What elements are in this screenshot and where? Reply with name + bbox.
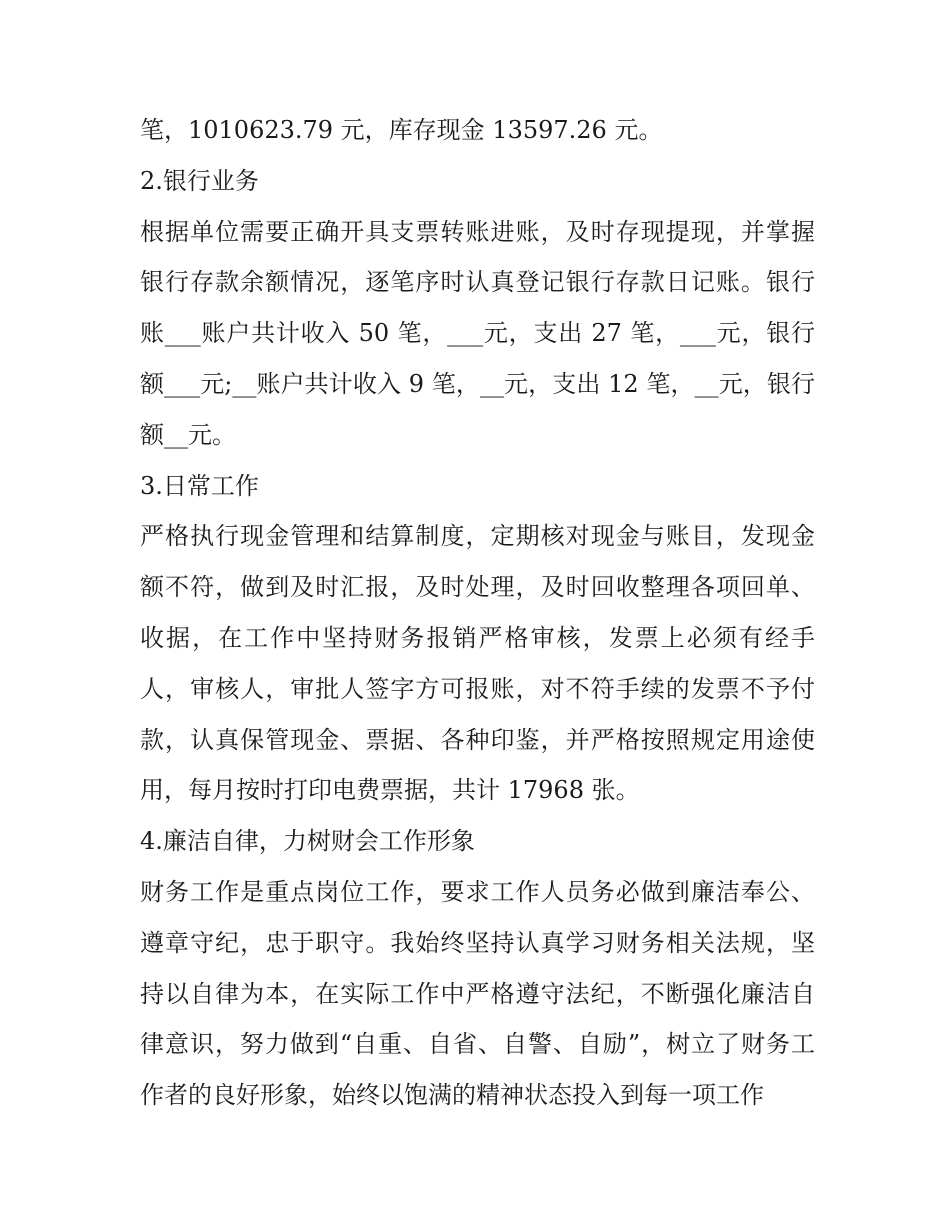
paragraph-line: 额___元;__账户共计收入 9 笔，__元，支出 12 笔，__元，银行 [140, 369, 815, 398]
paragraph-line: 律意识，努力做到“自重、自省、自警、自励”，树立了财务工 [140, 1030, 815, 1059]
paragraph-line: 额__元。 [140, 420, 236, 449]
paragraph-line: 账___账户共计收入 50 笔，___元，支出 27 笔，___元，银行 [140, 319, 815, 348]
paragraph-line: 作者的良好形象，始终以饱满的精神状态投入到每一项工作 [140, 1081, 764, 1110]
paragraph-line: 额不符，做到及时汇报，及时处理，及时回收整理各项回单、 [140, 573, 815, 602]
paragraph-line: 收据，在工作中坚持财务报销严格审核，发票上必须有经手 [140, 623, 815, 652]
paragraph-line: 款，认真保管现金、票据、各种印鉴，并严格按照规定用途使 [140, 725, 815, 754]
section-heading: 2.银行业务 [140, 166, 259, 195]
document-body [140, 105, 815, 1121]
paragraph-line: 银行存款余额情况，逐笔序时认真登记银行存款日记账。银行 [140, 268, 815, 297]
paragraph-line: 遵章守纪，忠于职守。我始终坚持认真学习财务相关法规，坚 [140, 928, 815, 957]
paragraph-line: 笔，1010623.79 元，库存现金 13597.26 元。 [140, 116, 663, 144]
paragraph-line: 根据单位需要正确开具支票转账进账，及时存现提现，并掌握 [140, 217, 815, 246]
section-heading: 3.日常工作 [140, 471, 259, 500]
paragraph-line: 人，审核人，审批人签字方可报账，对不符手续的发票不予付 [140, 674, 815, 703]
paragraph-line: 用，每月按时打印电费票据，共计 17968 张。 [140, 776, 640, 805]
paragraph-line: 严格执行现金管理和结算制度，定期核对现金与账目，发现金 [140, 522, 815, 551]
paragraph-line: 财务工作是重点岗位工作，要求工作人员务必做到廉洁奉公、 [140, 877, 815, 906]
paragraph-line: 持以自律为本，在实际工作中严格遵守法纪，不断强化廉洁自 [140, 979, 815, 1008]
section-heading: 4.廉洁自律，力树财会工作形象 [140, 827, 475, 856]
